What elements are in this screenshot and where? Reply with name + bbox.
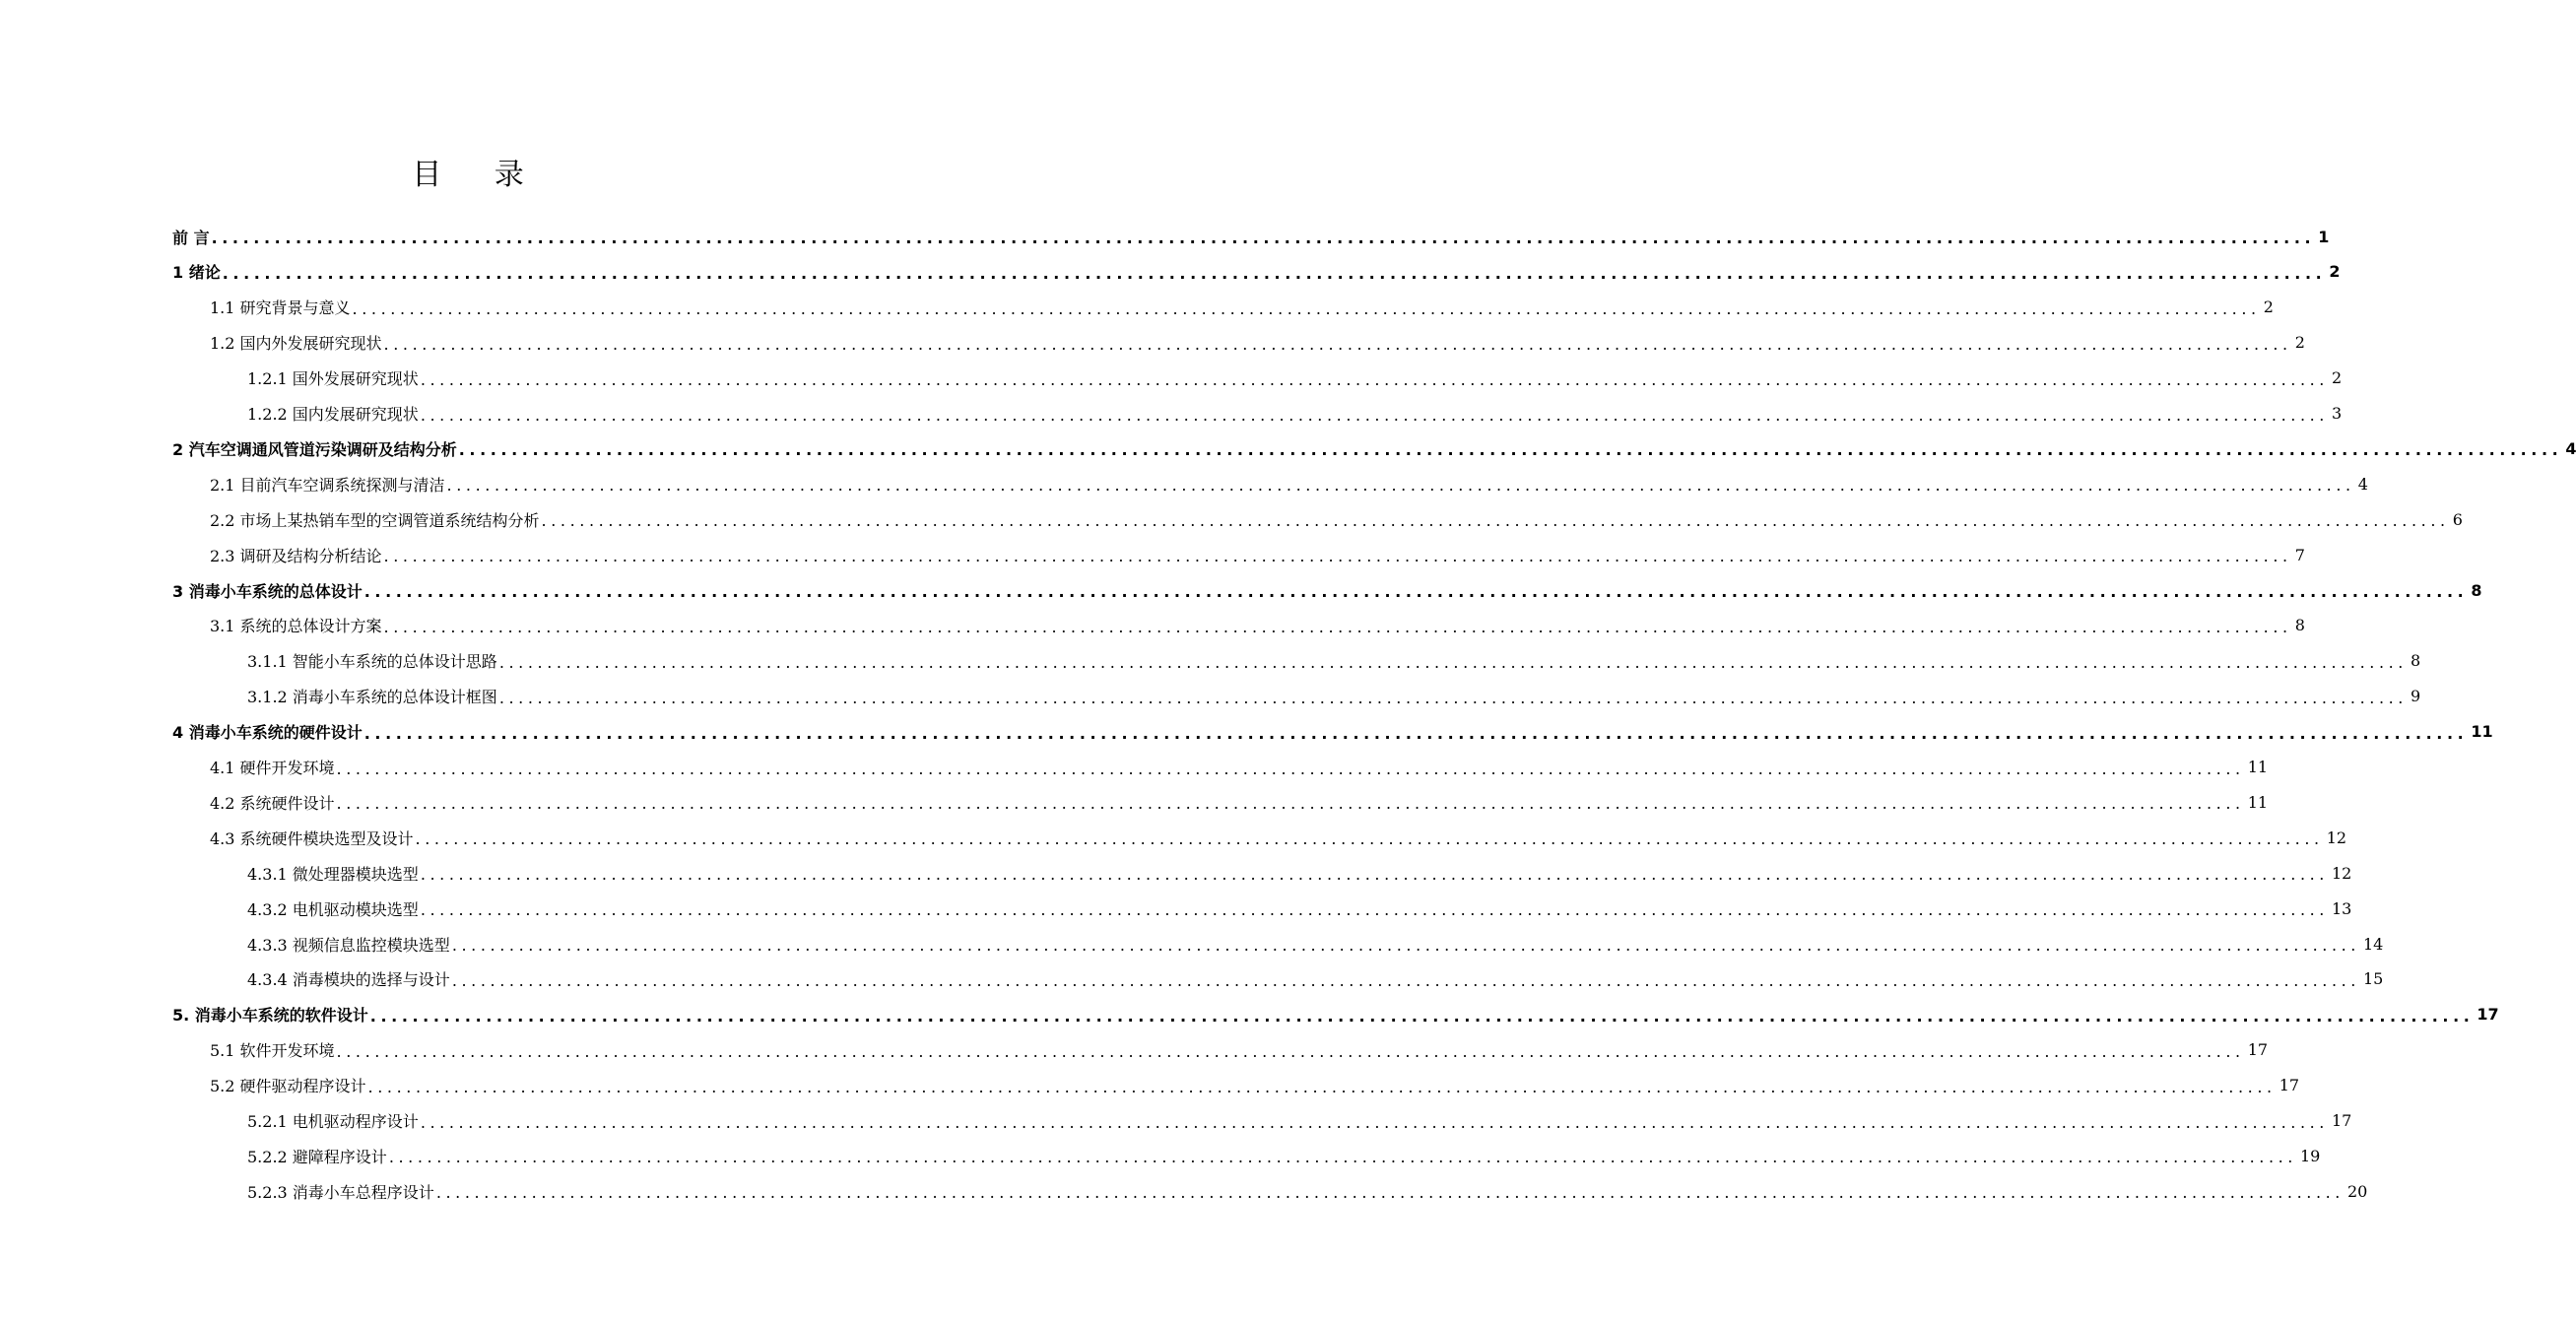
toc-entry[interactable] xyxy=(247,926,2384,961)
toc-dot-leader: ........................................................................................................................................................................................................ xyxy=(451,970,2360,990)
toc-entry-label: 5.2 硬件驱动程序设计 xyxy=(210,1077,366,1096)
toc-dot-leader: ........................................................................................................................................................................................................ xyxy=(498,688,2408,707)
toc-entry[interactable] xyxy=(210,608,2305,643)
toc-entry[interactable] xyxy=(172,254,2341,290)
toc-entry-page: 11 xyxy=(2471,722,2493,742)
toc-entry-page: 4 xyxy=(2565,438,2576,458)
toc-entry-label: 1 绪论 xyxy=(172,263,221,283)
toc-dot-leader: ........................................................................................................................................................................................................ xyxy=(498,652,2408,672)
toc-entry[interactable] xyxy=(247,891,2352,926)
toc-dot-leader: ........................................................................................................................................................................................................ xyxy=(367,1077,2277,1096)
toc-entry[interactable] xyxy=(210,750,2269,785)
toc-entry-page: 8 xyxy=(2294,616,2305,635)
toc-entry-label: 4.1 硬件开发环境 xyxy=(210,759,335,777)
toc-entry-label: 4.3.3 视频信息监控模块选型 xyxy=(247,935,450,955)
toc-entry-label: 5.2.3 消毒小车总程序设计 xyxy=(247,1182,434,1202)
toc-entry-label: 1.1 研究背景与意义 xyxy=(210,298,351,318)
toc-entry[interactable] xyxy=(210,784,2269,820)
toc-entry[interactable] xyxy=(247,361,2343,396)
toc-entry[interactable] xyxy=(210,466,2368,501)
toc-entry-label: 4.2 系统硬件设计 xyxy=(210,793,335,813)
toc-dot-leader: ........................................................................................................................................................................................................ xyxy=(388,1148,2297,1167)
toc-entry-label: 4.3 系统硬件模块选型及设计 xyxy=(210,828,414,848)
toc-dot-leader: ........................................................................................................................................................................................................ xyxy=(420,369,2329,389)
toc-entry[interactable] xyxy=(210,1068,2300,1103)
toc-entry-label: 4.3.4 消毒模块的选择与设计 xyxy=(247,970,450,990)
toc-entry[interactable] xyxy=(247,1173,2368,1209)
toc-entry-label: 1.2.1 国外发展研究现状 xyxy=(247,369,419,389)
toc-entry-page: 12 xyxy=(2332,863,2352,883)
toc-entry-page: 11 xyxy=(2247,758,2269,776)
toc-entry-page: 15 xyxy=(2363,969,2384,989)
toc-dot-leader: ........................................................................................................................................................................................................ xyxy=(420,405,2329,425)
toc-entry-page: 20 xyxy=(2347,1181,2368,1201)
toc-entry-page: 17 xyxy=(2332,1111,2352,1130)
toc-entry-page: 17 xyxy=(2279,1076,2300,1095)
toc-entry-page: 8 xyxy=(2411,651,2421,671)
toc-dot-leader: ........................................................................................................................................................................................................ xyxy=(336,1041,2245,1061)
toc-entry-page: 17 xyxy=(2477,1005,2499,1025)
toc-entry-label: 前 言 xyxy=(172,228,210,247)
toc-entry[interactable] xyxy=(210,325,2305,361)
toc-entry[interactable] xyxy=(210,501,2463,537)
toc-entry-page: 1 xyxy=(2318,227,2330,246)
toc-entry[interactable] xyxy=(247,961,2384,997)
toc-dot-leader: ........................................................................................................................................................................................................ xyxy=(363,723,2469,743)
toc-entry-label: 5.2.1 电机驱动程序设计 xyxy=(247,1112,419,1131)
toc-entry-page: 4 xyxy=(2357,474,2368,494)
toc-dot-leader: ........................................................................................................................................................................................................ xyxy=(451,936,2360,955)
toc-dot-leader: ........................................................................................................................................................................................................ xyxy=(458,440,2563,460)
toc-dot-leader: ........................................................................................................................................................................................................ xyxy=(211,229,2316,247)
toc-entry-page: 7 xyxy=(2294,545,2305,564)
toc-dot-leader: ........................................................................................................................................................................................................ xyxy=(369,1006,2475,1026)
toc-entry-label: 2.2 市场上某热销车型的空调管道系统结构分析 xyxy=(210,510,540,530)
toc-dot-leader: ........................................................................................................................................................................................................ xyxy=(363,582,2469,601)
toc-entry[interactable] xyxy=(247,855,2352,891)
toc-entry[interactable] xyxy=(210,290,2274,325)
page-title: 目 录 xyxy=(412,158,546,192)
toc-entry-label: 2.1 目前汽车空调系统探测与清洁 xyxy=(210,475,445,495)
toc-entry-label: 3 消毒小车系统的总体设计 xyxy=(172,581,363,601)
toc-entry-label: 3.1 系统的总体设计方案 xyxy=(210,617,382,636)
toc-entry[interactable] xyxy=(172,714,2493,750)
toc-dot-leader: ........................................................................................................................................................................................................ xyxy=(383,334,2292,354)
toc-entry-page: 14 xyxy=(2363,934,2384,954)
toc-entry-page: 19 xyxy=(2300,1146,2321,1165)
toc-entry[interactable] xyxy=(247,1138,2321,1173)
toc-entry-page: 3 xyxy=(2332,404,2343,423)
toc-entry-label: 4 消毒小车系统的硬件设计 xyxy=(172,723,363,743)
toc-entry[interactable] xyxy=(247,396,2343,431)
toc-dot-leader: ........................................................................................................................................................................................................ xyxy=(541,511,2450,531)
toc-entry-label: 5.2.2 避障程序设计 xyxy=(247,1147,387,1166)
toc-entry-page: 2 xyxy=(2329,262,2341,282)
toc-entry[interactable] xyxy=(172,219,2330,254)
toc-dot-leader: ........................................................................................................................................................................................................ xyxy=(435,1183,2345,1203)
toc-entry-page: 6 xyxy=(2452,509,2463,529)
toc-entry-label: 4.3.1 微处理器模块选型 xyxy=(247,864,419,884)
toc-entry[interactable] xyxy=(247,1103,2352,1139)
toc-entry-page: 2 xyxy=(2332,368,2343,388)
toc-entry[interactable] xyxy=(172,430,2576,466)
toc-entry-label: 2.3 调研及结构分析结论 xyxy=(210,546,382,565)
toc-entry-page: 9 xyxy=(2411,687,2421,706)
toc-entry-label: 3.1.2 消毒小车系统的总体设计框图 xyxy=(247,688,497,707)
toc-dot-leader: ........................................................................................................................................................................................................ xyxy=(415,829,2324,849)
toc-entry[interactable] xyxy=(210,820,2347,855)
toc-dot-leader: ........................................................................................................................................................................................................ xyxy=(352,298,2261,318)
toc-entry[interactable] xyxy=(247,679,2421,714)
toc-dot-leader: ........................................................................................................................................................................................................ xyxy=(446,476,2355,496)
toc-dot-leader: ........................................................................................................................................................................................................ xyxy=(420,1112,2329,1132)
toc-entry-label: 5. 消毒小车系统的软件设计 xyxy=(172,1006,368,1026)
toc-entry-label: 5.1 软件开发环境 xyxy=(210,1041,335,1061)
toc-entry-label: 2 汽车空调通风管道污染调研及结构分析 xyxy=(172,439,457,459)
toc-entry-page: 11 xyxy=(2247,792,2269,812)
toc-dot-leader: ........................................................................................................................................................................................................ xyxy=(336,794,2245,814)
toc-entry[interactable] xyxy=(210,537,2305,572)
toc-entry[interactable] xyxy=(247,643,2421,679)
toc-entry[interactable] xyxy=(210,1032,2269,1068)
toc-dot-leader: ........................................................................................................................................................................................................ xyxy=(383,617,2292,636)
toc-entry-label: 4.3.2 电机驱动模块选型 xyxy=(247,899,419,919)
toc-entry-page: 13 xyxy=(2332,898,2352,918)
toc-entry-label: 1.2 国内外发展研究现状 xyxy=(210,334,382,354)
toc-entry-page: 8 xyxy=(2471,580,2482,600)
toc-entry[interactable] xyxy=(172,997,2499,1032)
toc-dot-leader: ........................................................................................................................................................................................................ xyxy=(336,759,2245,778)
toc-entry-label: 3.1.1 智能小车系统的总体设计思路 xyxy=(247,652,497,672)
toc-dot-leader: ........................................................................................................................................................................................................ xyxy=(420,900,2329,920)
toc-entry-page: 17 xyxy=(2247,1040,2269,1060)
toc-entry-page: 2 xyxy=(2294,333,2305,353)
toc-dot-leader: ........................................................................................................................................................................................................ xyxy=(222,263,2327,283)
toc-entry-page: 2 xyxy=(2263,298,2274,317)
toc-entry-page: 12 xyxy=(2326,828,2347,847)
toc-entry[interactable] xyxy=(172,572,2482,608)
toc-dot-leader: ........................................................................................................................................................................................................ xyxy=(383,547,2292,566)
toc-entry-label: 1.2.2 国内发展研究现状 xyxy=(247,405,419,424)
toc-dot-leader: ........................................................................................................................................................................................................ xyxy=(420,865,2329,885)
